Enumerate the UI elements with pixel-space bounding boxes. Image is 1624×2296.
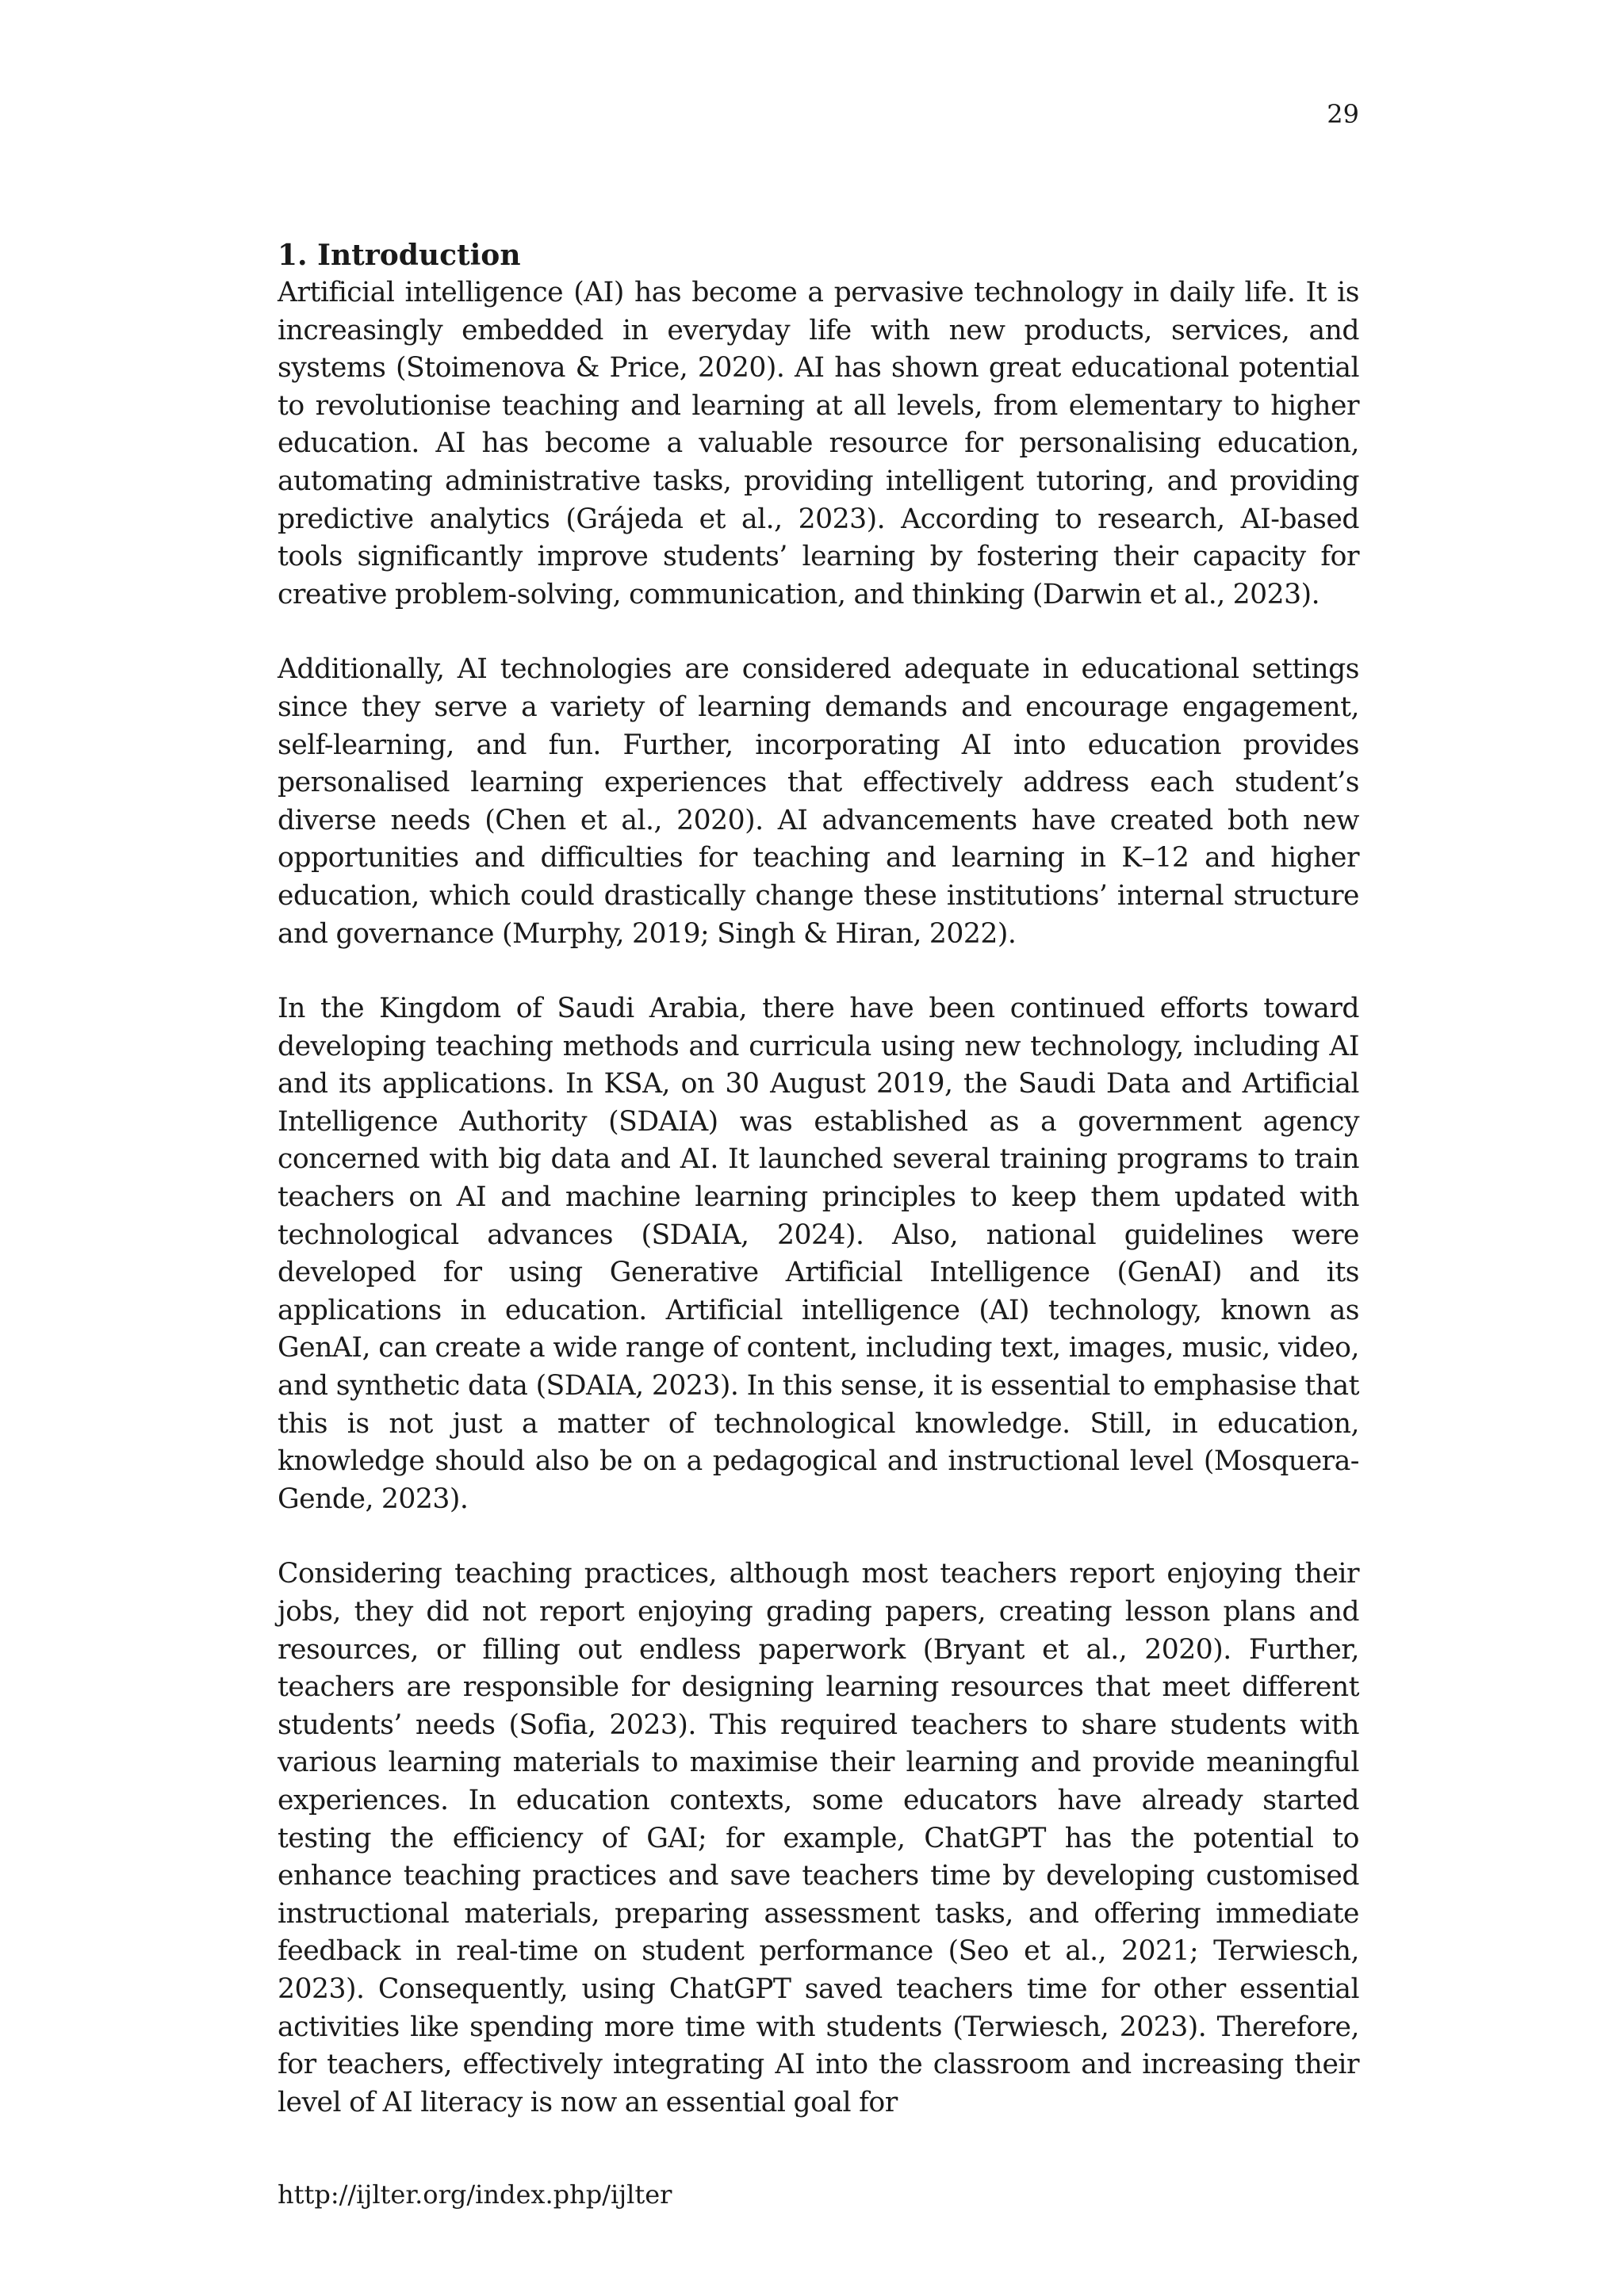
paragraph-3: In the Kingdom of Saudi Arabia, there have been continued efforts toward developing teaching methods and curricula using new technology, including AI and its applications. In KSA, on 30 August 2019, the Saudi Data and Artificial Intelligence Authority (SDAIA) was established as a government agency concerned with big data and AI. It launched several training programs to train teachers on AI and machine learning principles to keep them updated with technological advances (SDAIA, 2024). Also, national guidelines were developed for using Generative Artificial Intelligence (GenAI) and its applications in education. Artificial intelligence (AI) technology, known as GenAI, can create a wide range of content, including text, images, music, video, and synthetic data (SDAIA, 2023). In this sense, it is essential to emphasise that this is not just a matter of technological knowledge. Still, in education, knowledge should also be on a pedagogical and instructional level (Mosquera-Gende, 2023). <box>278 993 1359 1515</box>
paragraph-4: Considering teaching practices, although most teachers report enjoying their jobs, they did not report enjoying grading papers, creating lesson plans and resources, or filling out endless paperwork (Bryant et al., 2020). Further, teachers are responsible for designing learning resources that meet different students’ needs (Sofia, 2023). This required teachers to share students with various learning materials to maximise their learning and provide meaningful experiences. In education contexts, some educators have already started testing the efficiency of GAI; for example, ChatGPT has the potential to enhance teaching practices and save teachers time by developing customised instructional materials, preparing assessment tasks, and offering immediate feedback in real-time on student performance (Seo et al., 2021; Terwiesch, 2023). Consequently, using ChatGPT saved teachers time for other essential activities like spending more time with students (Terwiesch, 2023). Therefore, for teachers, effectively integrating AI into the classroom and increasing their level of AI literacy is now an essential goal for <box>278 1558 1359 2118</box>
footer-url: http://ijlter.org/index.php/ijlter <box>278 2179 672 2210</box>
page-number: 29 <box>1327 99 1359 129</box>
paragraph-2: Additionally, AI technologies are considered adequate in educational settings since they serve a variety of learning demands and encourage engagement, self-learning, and fun. Further, incorporating AI into education provides personalised learning experiences that effectively address each student’s diverse needs (Chen et al., 2020). AI advancements have created both new opportunities and difficulties for teaching and learning in K–12 and higher education, which could drastically change these institutions’ internal structure and governance (Murphy, 2019; Singh & Hiran, 2022). <box>278 653 1359 950</box>
section-introduction <box>278 236 1359 2122</box>
paragraph-1: Artificial intelligence (AI) has become a pervasive technology in daily life. It is increasingly embedded in everyday life with new products, services, and systems (Stoimenova & Price, 2020). AI has shown great educational potential to revolutionise teaching and learning at all levels, from elementary to higher education. AI has become a valuable resource for personalising education, automating administrative tasks, providing intelligent tutoring, and providing predictive analytics (Grájeda et al., 2023). According to research, AI-based tools significantly improve students’ learning by fostering their capacity for creative problem-solving, communication, and thinking (Darwin et al., 2023). <box>278 277 1359 610</box>
section-title: 1. Introduction <box>278 239 521 272</box>
